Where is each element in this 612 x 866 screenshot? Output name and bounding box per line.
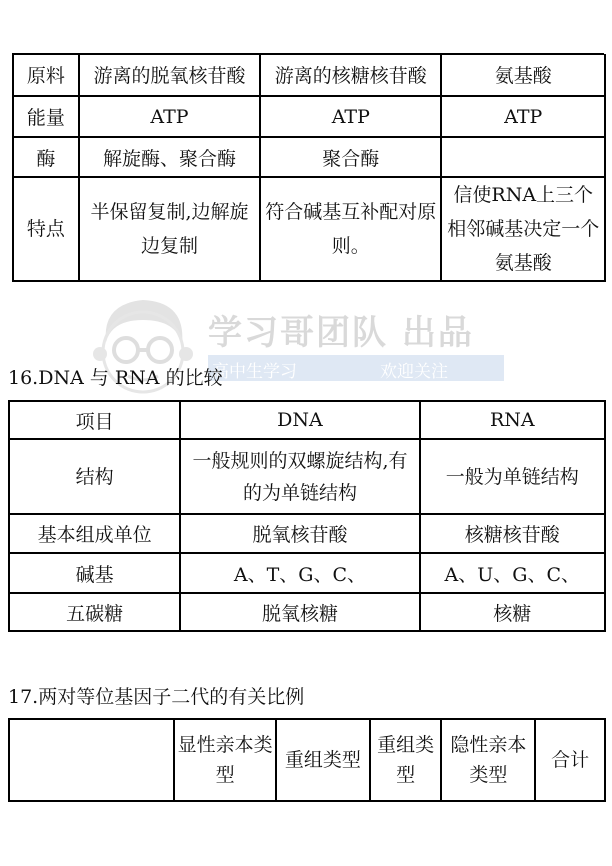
table-transcription-translation bbox=[12, 54, 606, 282]
table-cell: A、U、G、C、 bbox=[420, 553, 605, 593]
table-header-cell: 重组类型 bbox=[276, 719, 370, 801]
table-cell: 解旋酶、聚合酶 bbox=[79, 137, 260, 177]
table-cell bbox=[441, 137, 605, 177]
section-heading-17: 17.两对等位基因子二代的有关比例 bbox=[8, 686, 305, 708]
table-row bbox=[13, 96, 605, 137]
table-cell: 基本组成单位 bbox=[9, 514, 180, 553]
table-row bbox=[13, 177, 605, 281]
table-cell: 核糖 bbox=[420, 593, 605, 631]
table-header-cell: 合计 bbox=[535, 719, 605, 801]
table-dna-rna-comparison bbox=[8, 400, 606, 632]
table-cell: 五碳糖 bbox=[9, 593, 180, 631]
table-cell: 游离的核糖核苷酸 bbox=[260, 54, 441, 96]
table-row bbox=[13, 54, 605, 96]
table-cell: 聚合酶 bbox=[260, 137, 441, 177]
table-header-cell: 重组类型 bbox=[370, 719, 442, 801]
table-header-row bbox=[9, 719, 605, 801]
table-cell: 碱基 bbox=[9, 553, 180, 593]
table-row bbox=[9, 514, 605, 553]
section-heading-16: 16.DNA 与 RNA 的比较 bbox=[8, 367, 223, 389]
table-row bbox=[9, 593, 605, 631]
table-cell: 符合碱基互补配对原则。 bbox=[260, 177, 441, 281]
table-cell: ATP bbox=[441, 96, 605, 137]
table-cell: ATP bbox=[79, 96, 260, 137]
table-cell: 氨基酸 bbox=[441, 54, 605, 96]
table-cell: ATP bbox=[260, 96, 441, 137]
table-cell: 核糖核苷酸 bbox=[420, 514, 605, 553]
table-cell: 结构 bbox=[9, 439, 180, 514]
table-header-cell: 隐性亲本类型 bbox=[441, 719, 535, 801]
table-cell: 游离的脱氧核苷酸 bbox=[79, 54, 260, 96]
table-cell: A、T、G、C、 bbox=[180, 553, 419, 593]
table-cell: 原料 bbox=[13, 54, 79, 96]
table-row bbox=[13, 137, 605, 177]
table-row bbox=[9, 553, 605, 593]
table-cell: 特点 bbox=[13, 177, 79, 281]
table-header-cell: 显性亲本类型 bbox=[174, 719, 276, 801]
table-cell: 信使RNA上三个相邻碱基决定一个氨基酸 bbox=[441, 177, 605, 281]
watermark-title: 学习哥团队 出品 bbox=[208, 313, 474, 353]
table-cell: 一般为单链结构 bbox=[420, 439, 605, 514]
table-cell: 能量 bbox=[13, 96, 79, 137]
table-cell: 脱氧核苷酸 bbox=[180, 514, 419, 553]
table-row bbox=[9, 439, 605, 514]
table-cell: 脱氧核糖 bbox=[180, 593, 419, 631]
table-header-cell: RNA bbox=[420, 401, 605, 439]
table-f2-ratios bbox=[8, 718, 606, 802]
table-cell: 酶 bbox=[13, 137, 79, 177]
table-header-cell: 项目 bbox=[9, 401, 180, 439]
table-header-row bbox=[9, 401, 605, 439]
table-cell: 一般规则的双螺旋结构,有的为单链结构 bbox=[180, 439, 419, 514]
table-header-cell: DNA bbox=[180, 401, 419, 439]
table-cell: 半保留复制,边解旋边复制 bbox=[79, 177, 260, 281]
watermark-subtitle-right: 欢迎关注 bbox=[380, 362, 448, 382]
watermark-subtitle-left: 高中生学习 bbox=[212, 362, 297, 382]
table-header-cell bbox=[9, 719, 174, 801]
